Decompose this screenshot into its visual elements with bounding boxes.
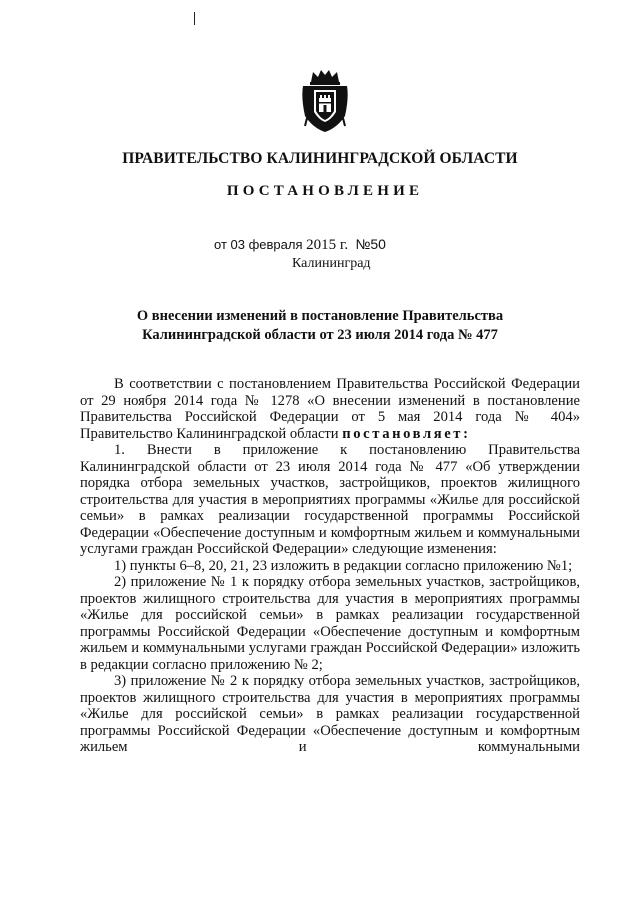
document-type: ПОСТАНОВЛЕНИЕ [226, 183, 424, 199]
scan-mark [194, 12, 195, 25]
resolves-keyword: постановляет: [342, 425, 471, 442]
document-date-line [214, 236, 386, 254]
government-title: ПРАВИТЕЛЬСТВО КАЛИНИНГРАДСКОЙ ОБЛАСТИ [122, 150, 518, 167]
date-prefix: от 03 февраля [214, 237, 303, 252]
paragraph-item-1: 1. Внести в приложение к постановлению Правительства Калининградской области от 23 июля 2014 года № 477 «Об утверждении порядка отбора земельных участков, застройщиков, проектов жилищного строительства для участия в мероприятиях программы «Жилье для российской семьи» в рамках реализации государственной программы Российской Федерации «Обеспечение доступным и комфортным жильем и коммунальными услугами граждан Российской Федерации» следующие изменения: [80, 442, 580, 557]
document-year: 2015 г. [306, 237, 349, 253]
paragraph-subitem-3: 3) приложение № 2 к порядку отбора земельных участков, застройщиков, проектов жилищного строительства для участия в мероприятиях программы «Жилье для российской семьи» в рамках реализации государственной программы Российской Федерации «Обеспечение доступным и комфортным жильем и коммунальными [80, 673, 580, 755]
document-city: Калининград [292, 256, 371, 271]
paragraph-subitem-2: 2) приложение № 1 к порядку отбора земельных участков, застройщиков, проектов жилищного строительства для участия в мероприятиях программы «Жилье для российской семьи» в рамках реализации государственной программы Российской Федерации «Обеспечение доступным и комфортным жильем и коммунальными услугами граждан Российской Федерации» изложить в редакции согласно приложению № 2; [80, 574, 580, 673]
paragraph-preamble [80, 376, 580, 442]
subject-line-2: Калининградской области от 23 июля 2014 года № 477 [142, 327, 498, 343]
coat-of-arms-icon [299, 68, 351, 134]
document-number: №50 [355, 236, 386, 252]
preamble-text: В соответствии с постановлением Правительства Российской Федерации от 29 ноября 2014 года № 1278 «О внесении изменений в постановление Правительства Российской Федерации от 5 мая 2014 года № 404» Правительство Калининградской области [80, 376, 580, 442]
document-body [80, 376, 580, 756]
subject-line-1: О внесении изменений в постановление Правительства [136, 308, 504, 324]
document-subject [0, 307, 640, 345]
paragraph-subitem-1: 1) пункты 6–8, 20, 21, 23 изложить в редакции согласно приложению №1; [114, 557, 573, 574]
